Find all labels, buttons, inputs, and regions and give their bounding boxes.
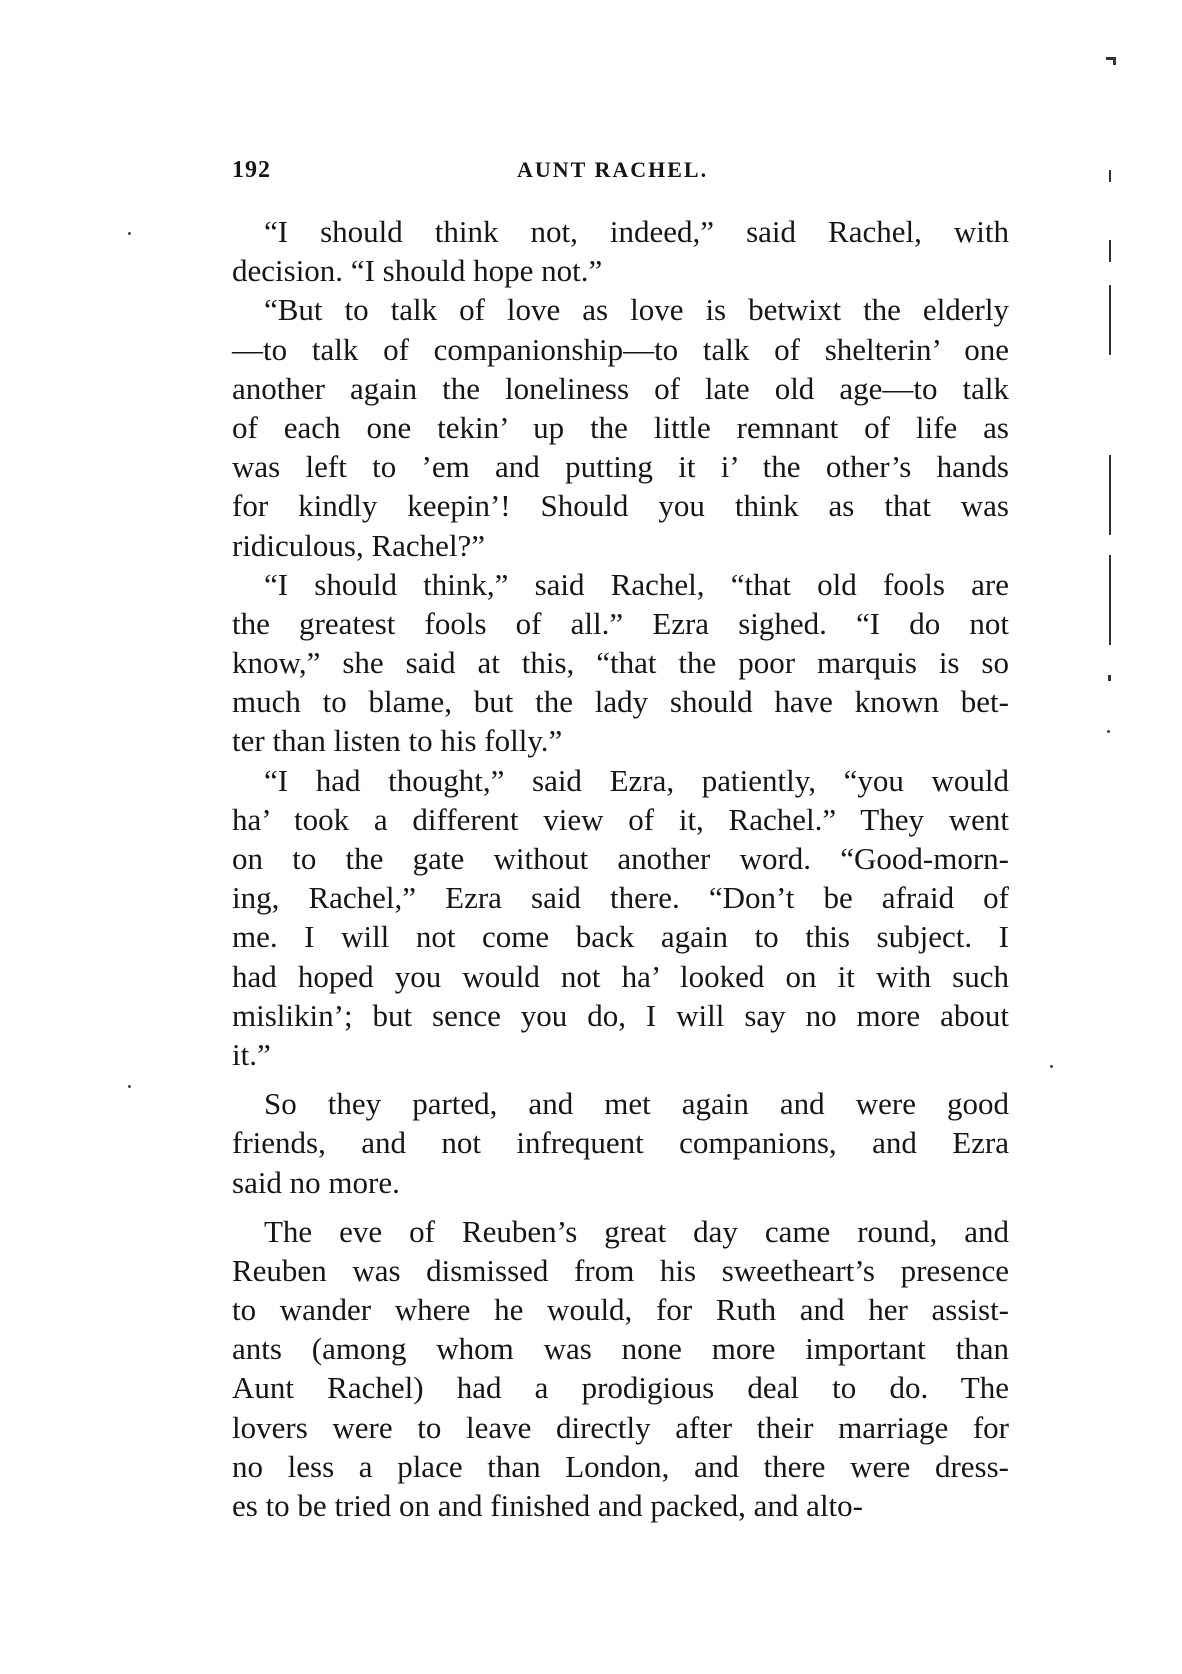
text-line: —to talk of companionship—to talk of shelterin’ one xyxy=(232,331,1009,367)
text-line: “I should think not, indeed,” said Rachel, with xyxy=(264,214,1009,249)
text-line: ants (among whom was none more important than xyxy=(232,1331,1009,1367)
text-line: Aunt Rachel) had a prodigious deal to do. The xyxy=(232,1370,1009,1406)
text-line: another again the loneliness of late old age—to talk xyxy=(232,370,1009,406)
text-line: “But to talk of love as love is betwixt the elderly xyxy=(264,292,1009,328)
text-line: it.” xyxy=(232,1036,271,1072)
text-line: ing, Rachel,” Ezra said there. “Don’t be afraid of xyxy=(232,880,1009,916)
text-line: no less a place than London, and there were dress- xyxy=(232,1448,1009,1484)
text-line: ter than listen to his folly.” xyxy=(232,723,563,759)
text-line: ridiculous, Rachel?” xyxy=(232,527,486,563)
scan-margin-marks xyxy=(1100,55,1120,755)
scan-speck xyxy=(128,1085,131,1088)
scan-speck xyxy=(128,232,131,235)
text-line: know,” she said at this, “that the poor marquis is so xyxy=(232,645,1009,681)
text-line: es to be tried on and finished and packed, and alto- xyxy=(232,1488,863,1523)
text-line: said no more. xyxy=(232,1164,400,1200)
text-line: much to blame, but the lady should have known bet- xyxy=(232,684,1009,720)
page-number: 192 xyxy=(232,157,271,183)
text-line: lovers were to leave directly after their marriage for xyxy=(232,1409,1009,1445)
text-line: mislikin’; but sence you do, I will say no more about xyxy=(232,997,1009,1033)
text-line: So they parted, and met again and were good xyxy=(264,1086,1009,1122)
scan-speck xyxy=(1107,730,1110,733)
text-line: was left to ’em and putting it i’ the other’s hands xyxy=(232,449,1009,485)
text-line: “I should think,” said Rachel, “that old fools are xyxy=(264,566,1009,602)
scan-speck xyxy=(1050,1065,1053,1068)
paragraph xyxy=(232,1212,1009,1526)
text-line: decision. “I should hope not.” xyxy=(232,253,603,289)
text-line: to wander where he would, for Ruth and her assist- xyxy=(232,1292,1009,1328)
running-head xyxy=(232,157,1009,187)
text-line: had hoped you would not ha’ looked on it with such xyxy=(232,958,1009,994)
text-line: for kindly keepin’! Should you think as that was xyxy=(232,488,1009,524)
text-line: Reuben was dismissed from his sweetheart’s presence xyxy=(232,1252,1009,1288)
text-line: of each one tekin’ up the little remnant of life as xyxy=(232,409,1009,445)
paragraph xyxy=(232,565,1009,761)
text-line: The eve of Reuben’s great day came round, and xyxy=(264,1213,1009,1249)
body-text xyxy=(232,212,1009,1525)
text-line: the greatest fools of all.” Ezra sighed. “I do not xyxy=(232,605,1009,641)
running-title: AUNT RACHEL. xyxy=(517,157,709,182)
text-line: “I had thought,” said Ezra, patiently, “you would xyxy=(264,762,1009,798)
text-line: me. I will not come back again to this subject. I xyxy=(232,919,1009,955)
text-line: friends, and not infrequent companions, and Ezra xyxy=(232,1125,1009,1161)
paragraph-gap xyxy=(232,1074,1009,1084)
paragraph xyxy=(232,212,1009,290)
paragraph-gap xyxy=(232,1202,1009,1212)
text-line: on to the gate without another word. “Good-morn- xyxy=(232,841,1009,876)
text-line: ha’ took a different view of it, Rachel.” They went xyxy=(232,801,1009,837)
paragraph xyxy=(232,1084,1009,1202)
paragraph xyxy=(232,761,1009,1075)
paragraph xyxy=(232,290,1009,564)
